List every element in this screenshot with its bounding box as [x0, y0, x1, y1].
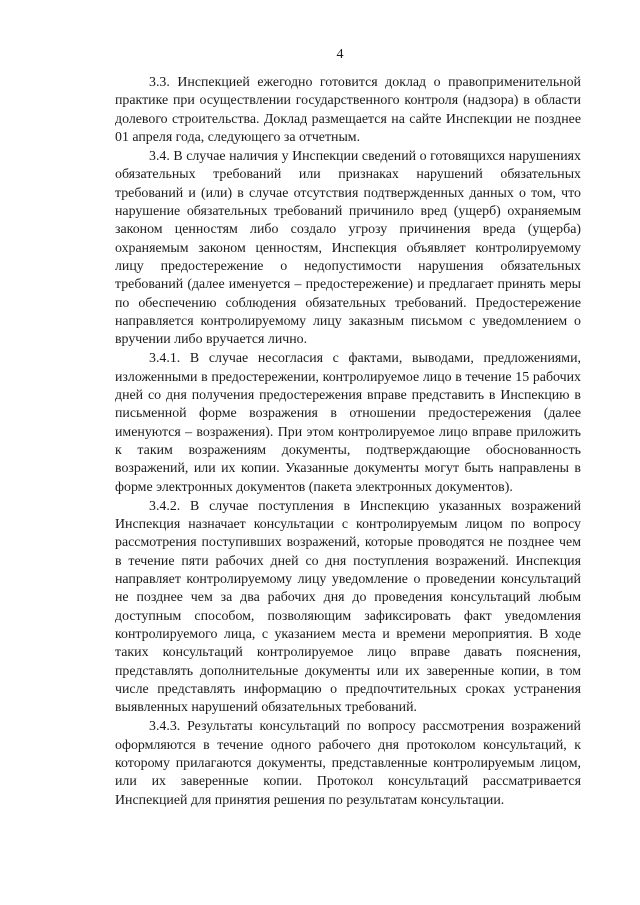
paragraph-3-4-1: 3.4.1. В случае несогласия с фактами, выводами, предложениями, изложенными в предостережении, контролируемое лицо в течение 15 рабочих дней со дня получения предостережения вправе представить в Инспекцию в письменной форме возражения в отношении предостережения (далее именуются – возражения). При этом контролируемое лицо вправе приложить к таким возражениям документы, подтверждающие обоснованность возражений, или их копии. Указанные документы могут быть направлены в форме электронных документов (пакета электронных документов). [115, 351, 581, 495]
paragraph-3-4: 3.4. В случае наличия у Инспекции сведений о готовящихся нарушениях обязательных требований или признаках нарушений обязательных требований и (или) в случае отсутствия подтвержденных данных о том, что нарушение обязательных требований причинило вред (ущерб) охраняемым законом ценностям либо создало угрозу причинения вреда (ущерба) охраняемым законом ценностям, Инспекция объявляет контролируемому лицу предостережение о недопустимости нарушения обязательных требований (далее именуется – предостережение) и предлагает принять меры по обеспечению соблюдения обязательных требований. Предостережение направляется контролируемому лицу заказным письмом с уведомлением о вручении либо вручается лично. [115, 149, 581, 348]
paragraph-3-4-3: 3.4.3. Результаты консультаций по вопросу рассмотрения возражений оформляются в течение одного рабочего дня протоколом консультаций, к которому прилагаются документы, представленные контролируемым лицом, или их заверенные копии. Протокол консультаций рассматривается Инспекцией для принятия решения по результатам консультации. [115, 719, 581, 808]
paragraph-3-3: 3.3. Инспекцией ежегодно готовится доклад о правоприменительной практике при осуществлении государственного контроля (надзора) в области долевого строительства. Доклад размещается на сайте Инспекции не позднее 01 апреля года, следующего за отчетным. [115, 75, 581, 145]
document-body [115, 74, 581, 810]
paragraph-3-4-2: 3.4.2. В случае поступления в Инспекцию указанных возражений Инспекция назначает консультации с контролируемым лицом по вопросу рассмотрения поступивших возражений, которые проводятся не позднее чем в течение пяти рабочих дней со дня поступления возражений. Инспекция направляет контролируемому лицу уведомление о проведении консультаций не позднее чем за два рабочих дня до проведения консультаций любым доступным способом, позволяющим зафиксировать факт уведомления контролируемого лица, с указанием места и времени мероприятия. В ходе таких консультаций контролируемое лицо вправе давать пояснения, представлять дополнительные документы или их заверенные копии, в том числе представлять информацию о предпочтительных сроках устранения выявленных нарушений обязательных требований. [115, 498, 581, 716]
page-number: 4 [336, 47, 344, 62]
